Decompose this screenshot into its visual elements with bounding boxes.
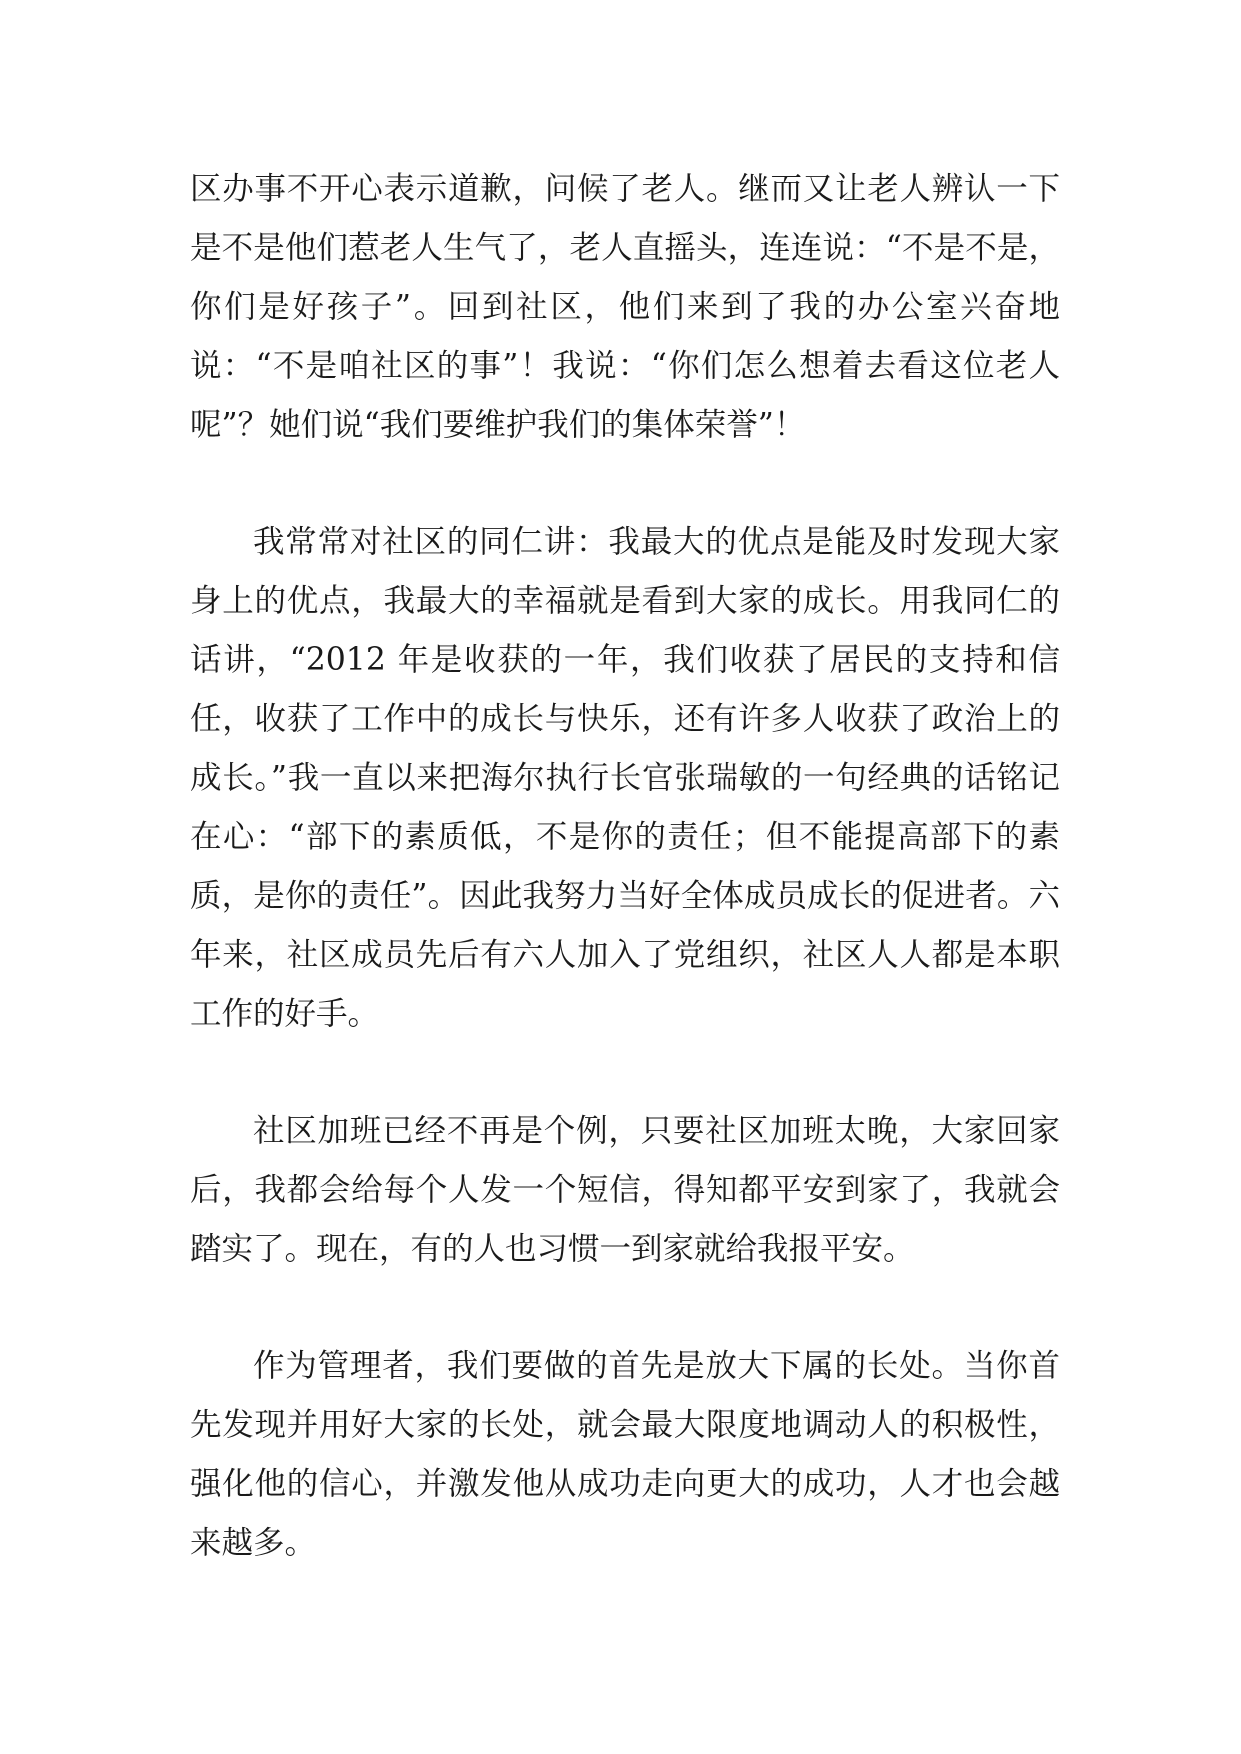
paragraph-1: 区办事不开心表示道歉，问候了老人。继而又让老人辨认一下是不是他们惹老人生气了，老人直摇头，连连说：“不是不是，你们是好孩子”。回到社区，他们来到了我的办公室兴奋地说：“不是咱社区的事”！我说：“你们怎么想着去看这位老人呢”？她们说“我们要维护我们的集体荣誉”！ <box>190 171 1060 443</box>
paragraph-2: 我常常对社区的同仁讲：我最大的优点是能及时发现大家身上的优点，我最大的幸福就是看到大家的成长。用我同仁的话讲，“2012 年是收获的一年，我们收获了居民的支持和信任，收获了工作中的成长与快乐，还有许多人收获了政治上的成长。”我一直以来把海尔执行长官张瑞敏的一句经典的话铭记在心：“部下的素质低，不是你的责任；但不能提高部下的素质，是你的责任”。因此我努力当好全体成员成长的促进者。六年来，社区成员先后有六人加入了党组织，社区人人都是本职工作的好手。 <box>190 524 1060 1032</box>
document-body <box>190 160 1060 1573</box>
paragraph-4: 作为管理者，我们要做的首先是放大下属的长处。当你首先发现并用好大家的长处，就会最大限度地调动人的积极性，强化他的信心，并激发他从成功走向更大的成功，人才也会越来越多。 <box>190 1348 1060 1561</box>
paragraph-3: 社区加班已经不再是个例，只要社区加班太晚，大家回家后，我都会给每个人发一个短信，得知都平安到家了，我就会踏实了。现在，有的人也习惯一到家就给我报平安。 <box>190 1113 1060 1267</box>
